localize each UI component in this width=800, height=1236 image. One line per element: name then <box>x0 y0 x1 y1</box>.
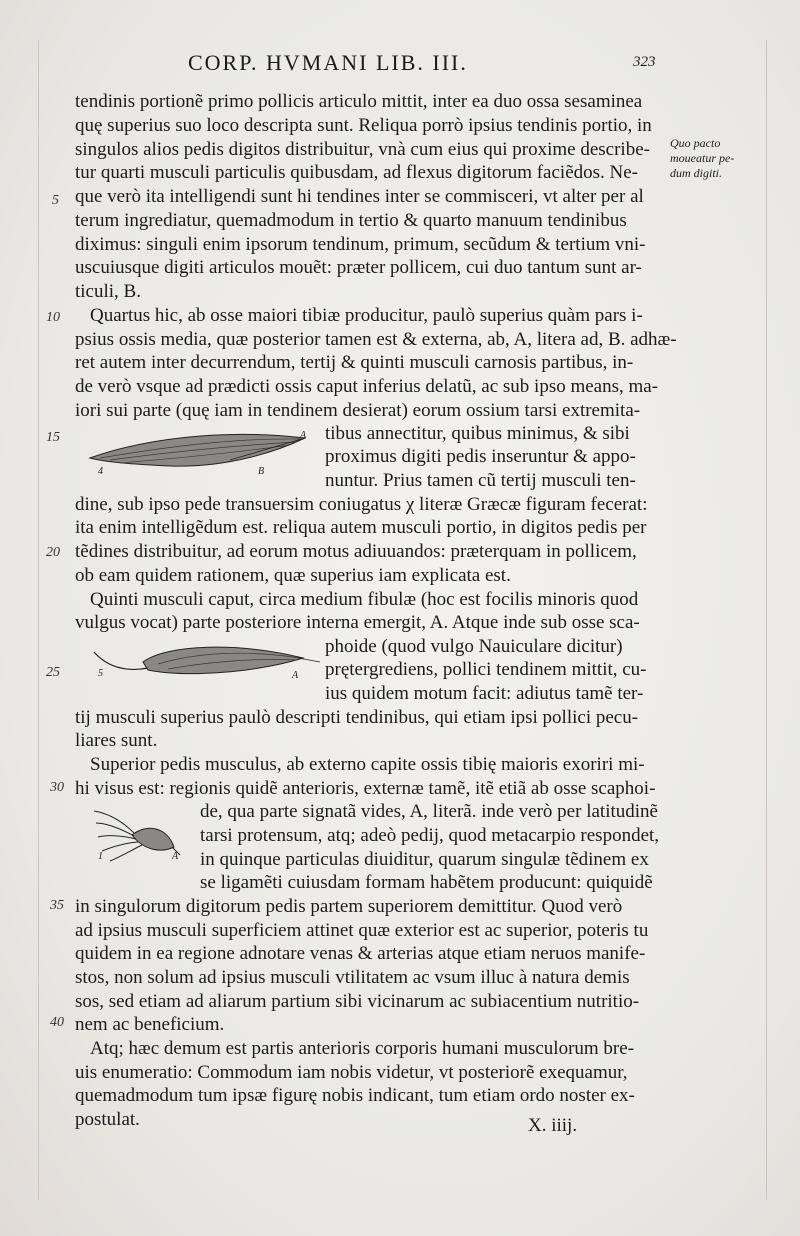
text-line: diximus: singuli enim ipsorum tendinum, primum, secũdum & tertium vni- <box>75 234 646 255</box>
text-line: phoide (quod vulgo Nauiculare dicitur) <box>325 636 623 657</box>
figure-label-number: 4 <box>98 466 103 477</box>
text-line: Quinti musculi caput, circa medium fibulæ (hoc est focilis minoris quod <box>90 589 639 610</box>
muscle-5-illustration <box>88 638 323 686</box>
line-number: 25 <box>46 665 60 680</box>
line-number: 40 <box>50 1015 64 1030</box>
text-line: liares sunt. <box>75 730 158 751</box>
text-line: stos, non solum ad ipsius musculi vtilitatem ac vsum illuc à natura demis <box>75 967 630 988</box>
text-line: in singulorum digitorum pedis partem superiorem demittitur. Quod verò <box>75 896 623 917</box>
text-line: quidem in ea regione adnotare venas & arterias atque etiam neruos manife- <box>75 943 646 964</box>
text-line: singulos alios pedis digitos distribuitur, vnà cum eius qui proxime describe- <box>75 139 650 160</box>
line-number: 35 <box>50 898 64 913</box>
text-line: ita enim intelligẽdum est. reliqua autem musculi portio, in digitos pedis per <box>75 517 647 538</box>
text-line: que verò ita intelligendi sunt hi tendines inter se commisceri, vt alter per al <box>75 186 644 207</box>
text-line: vulgus vocat) parte posteriore interna emergit, A. Atque inde sub osse sca- <box>75 612 640 633</box>
text-line: Atq; hæc demum est partis anterioris corporis humani musculorum bre- <box>90 1038 635 1059</box>
figure-label-a: A <box>292 670 299 681</box>
text-line: quę superius suo loco descripta sunt. Reliqua porrò ipsius tendinis portio, in <box>75 115 652 136</box>
page-edge <box>766 40 767 1200</box>
muscle-figure-4 <box>80 420 320 480</box>
margin-note-line: moueatur pe- <box>670 151 735 165</box>
text-line: tarsi protensum, atq; adeò pedij, quod metacarpio respondet, <box>200 825 660 846</box>
text-line: tẽdines distribuitur, ad eorum motus adiuuandos: præterquam in pollicem, <box>75 541 637 562</box>
text-line: psius ossis media, quæ posterior tamen est & externa, ab, A, litera ad, B. adhæ- <box>75 329 677 350</box>
text-line: uis enumeratio: Commodum iam nobis videtur, vt posteriorẽ exequamur, <box>75 1062 628 1083</box>
text-line: terum ingrediatur, quemadmodum in tertio & quarto manuum tendinibus <box>75 210 627 231</box>
text-line: proximus digiti pedis inseruntur & appo- <box>325 446 636 467</box>
muscle-figure-5 <box>88 638 323 686</box>
figure-label-a: A <box>172 851 179 862</box>
text-line: iori sui parte (quę iam in tendinem desierat) eorum ossium tarsi extremita- <box>75 400 641 421</box>
margin-note-line: Quo pacto <box>670 136 721 150</box>
text-line: tur quarti musculi particulis quibusdam, ad flexus digitorum faciẽdos. Ne- <box>75 162 639 183</box>
text-line: dine, sub ipso pede transuersim coniugatus χ literæ Græcæ figuram fecerat: <box>75 494 648 515</box>
text-line: Superior pedis musculus, ab externo capite ossis tibię maioris exoriri mi- <box>90 754 645 775</box>
line-number: 10 <box>46 310 60 325</box>
figure-label-b: B <box>258 466 265 477</box>
margin-note-line: dum digiti. <box>670 166 723 180</box>
running-head: CORP. HVMANI LIB. III. <box>188 50 468 75</box>
text-line: ret autem inter decurrendum, tertij & quinti musculi carnosis partibus, in- <box>75 352 634 373</box>
text-line: in quinque particulas diuiditur, quarum singulæ tẽdinem ex <box>200 849 649 870</box>
figure-label-a: A <box>300 430 307 441</box>
line-number: 30 <box>50 780 64 795</box>
text-line: tibus annectitur, quibus minimus, & sibi <box>325 423 630 444</box>
line-number: 15 <box>46 430 60 445</box>
line-number: 5 <box>52 193 59 208</box>
text-line: sos, sed etiam ad aliarum partium sibi vicinarum ac subiacentium nutritio- <box>75 991 640 1012</box>
text-line: ad ipsius musculi superficiem attinet quæ exterior est ac superior, poteris tu <box>75 920 649 941</box>
text-line: hi visus est: regionis quidẽ anterioris, externæ tamẽ, itẽ etiã ab osse scaphoi- <box>75 778 656 799</box>
text-line: quemadmodum tum ipsæ figurę nobis indicant, tum etiam ordo noster ex- <box>75 1085 635 1106</box>
text-line: nem ac beneficium. <box>75 1014 225 1035</box>
page-number: 323 <box>633 54 656 70</box>
text-line: de, qua parte signatã vides, A, literã. inde verò per latitudinẽ <box>200 801 658 822</box>
text-line: ob eam quidem rationem, quæ superius iam explicata est. <box>75 565 511 586</box>
text-line: nuntur. Prius tamen cũ tertij musculi ten- <box>325 470 636 491</box>
line-number: 20 <box>46 545 60 560</box>
text-line: uscuiusque digiti articulos mouẽt: præter pollicem, cui duo tantum sunt ar- <box>75 257 642 278</box>
text-line: de verò vsque ad prædicti ossis caput inferius delatũ, ac sub ipso means, ma- <box>75 376 659 397</box>
text-line: postulat. <box>75 1109 140 1130</box>
text-line: Quartus hic, ab osse maiori tibiæ producitur, paulò superius quàm pars i- <box>90 305 643 326</box>
text-line: prętergrediens, pollici tendinem mittit, cu- <box>325 659 647 680</box>
muscle-figure-1 <box>92 805 192 865</box>
figure-label-number: 1 <box>98 851 103 862</box>
text-line: ius quidem motum facit: adiutus tamẽ ter- <box>325 683 644 704</box>
figure-label-number: 5 <box>98 668 103 679</box>
text-line: tij musculi superius paulò descripti tendinibus, qui etiam ipsi pollici pecu- <box>75 707 639 728</box>
signature-mark: X. iiij. <box>528 1115 578 1136</box>
text-line: tendinis portionẽ primo pollicis articulo mittit, inter ea duo ossa sesaminea <box>75 91 643 112</box>
gutter-edge <box>38 40 39 1200</box>
text-line: se ligamẽti cuiusdam formam habẽtem producunt: quiquidẽ <box>200 872 653 893</box>
text-line: ticuli, B. <box>75 281 141 302</box>
muscle-4-illustration <box>80 420 320 480</box>
